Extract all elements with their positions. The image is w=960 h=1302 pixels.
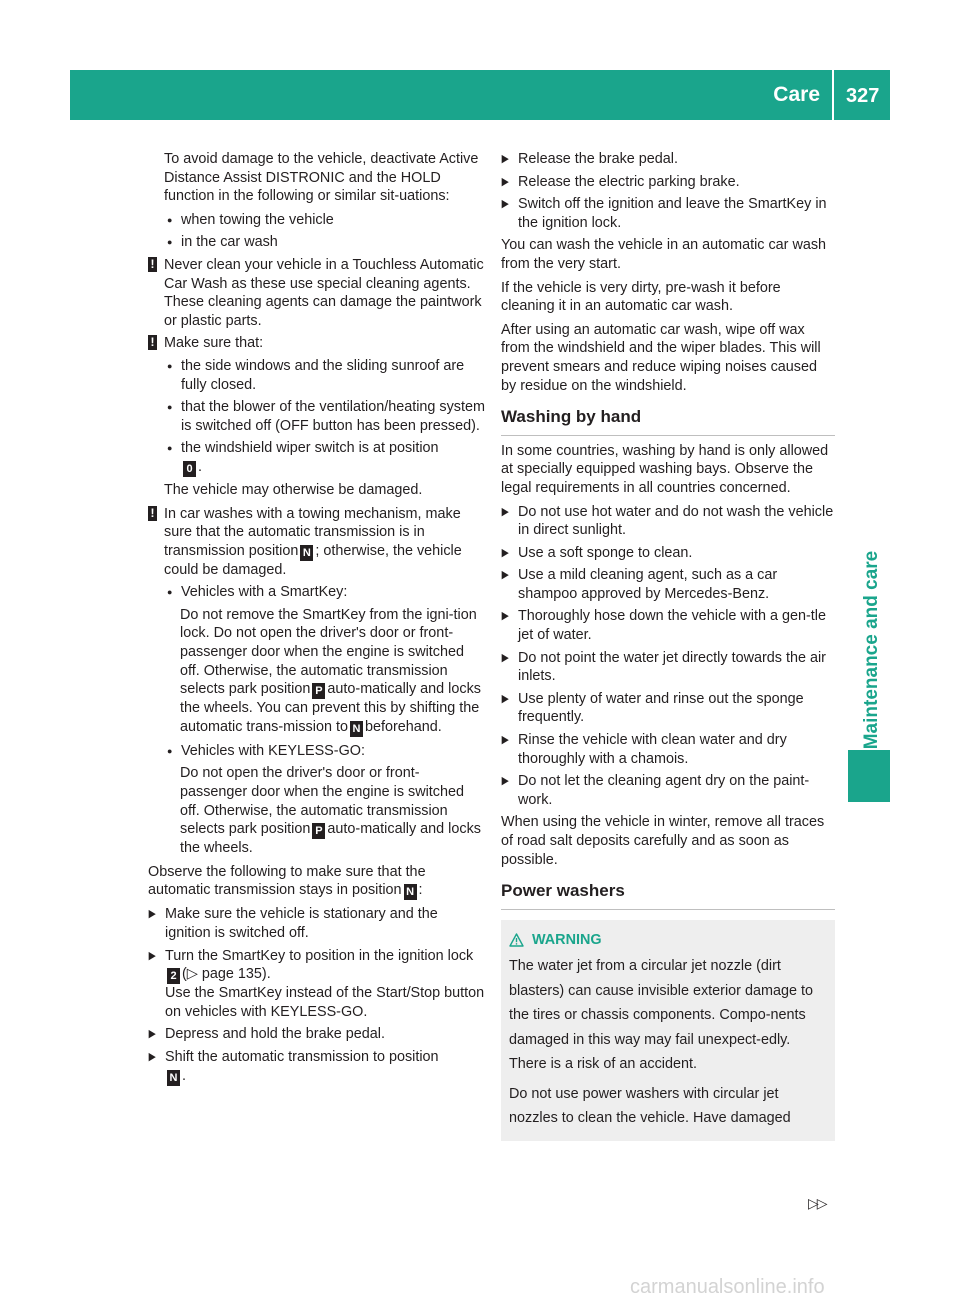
caution-notice: [148, 334, 486, 353]
key-symbol-p: P: [312, 683, 325, 699]
step-item: ▶ Use a soft sponge to clean.: [501, 544, 835, 563]
caution-text: In car washes with a towing mechanism, make sure that the automatic transmission is in transmission position: [164, 505, 461, 559]
caution-text: Make sure that:: [164, 335, 264, 352]
key-symbol-n: N: [167, 1070, 180, 1086]
section-title: Care: [773, 83, 820, 106]
side-tab-marker: [848, 750, 890, 802]
paragraph: When using the vehicle in winter, remove all traces of road salt deposits carefully and as soon as possible.: [501, 814, 825, 868]
paragraph: If the vehicle is very dirty, pre-wash it before cleaning it in an automatic car wash.: [501, 279, 781, 315]
step-item: ▶ Rinse the vehicle with clean water and dry thoroughly with a chamois.: [501, 731, 835, 768]
punctuation: .: [198, 458, 202, 475]
step-text: Turn the SmartKey to position in the ignition lock: [165, 947, 474, 964]
step-item: ▶ Use a mild cleaning agent, such as a car shampoo approved by Mercedes-Benz.: [501, 566, 835, 603]
list-item: ● when towing the vehicle: [164, 211, 486, 230]
step-item: ▶ Depress and hold the brake pedal.: [148, 1025, 486, 1044]
page-ref-arrow-icon: ▷: [186, 966, 198, 983]
list-item: ● the side windows and the sliding sunroof are fully closed.: [164, 357, 486, 394]
observe-paragraph: [148, 863, 486, 901]
intro-paragraph: To avoid damage to the vehicle, deactivate Active Distance Assist DISTRONIC and the HOLD function in the following or similar sit-uations:: [164, 151, 479, 205]
key-symbol-0: 0: [183, 461, 196, 477]
list-item: ● that the blower of the ventilation/heating system is switched off (OFF button has been pressed).: [164, 398, 486, 435]
heading-power-washers: Power washers: [501, 882, 835, 910]
key-symbol-n: N: [300, 545, 313, 561]
list-item: [164, 439, 486, 477]
page-reference: page 135).: [201, 966, 271, 983]
warning-paragraph: Do not use power washers with circular jet nozzles to clean the vehicle. Have damaged: [509, 1085, 791, 1127]
caution-bullet-list: [148, 357, 486, 477]
step-item: ▶ Make sure the vehicle is stationary and the ignition is switched off.: [148, 905, 486, 942]
paragraph-text: auto-matically and locks the wheels.: [180, 821, 481, 857]
caution-text: Never clean your vehicle in a Touchless Automatic Car Wash as these use special cleaning agents. These cleaning agents can damage the paintwork or plastic parts.: [164, 256, 484, 329]
list-item-smartkey: ● Vehicles with a SmartKey:: [164, 583, 486, 602]
watermark: carmanualsonline.info: [630, 1276, 825, 1298]
warning-box: [501, 920, 835, 1141]
step-item: ▶ Switch off the ignition and leave the SmartKey in the ignition lock.: [501, 195, 835, 232]
exclamation-icon: !: [148, 257, 157, 272]
punctuation: .: [182, 1067, 186, 1084]
header-bar: [70, 70, 890, 120]
paragraph-text: Do not open the driver's door or front-passenger door when the engine is switched off. Otherwise, the automatic transmission selects park position: [180, 765, 464, 838]
caution-notice: [148, 505, 486, 580]
warning-title: WARNING: [532, 931, 602, 948]
list-item-keyless-go: ● Vehicles with KEYLESS-GO:: [164, 742, 486, 761]
paragraph-text: Do not remove the SmartKey from the igni-tion lock. Do not open the driver's door or front-passenger door when the engine is switched off. Otherwise, the automatic transmission selects park position: [180, 606, 477, 698]
caution-tail: The vehicle may otherwise be damaged.: [164, 481, 423, 498]
list-item: ● in the car wash: [164, 233, 486, 252]
side-tab-label: Maintenance and care: [861, 550, 882, 750]
keyless-go-paragraph: [180, 764, 486, 857]
warning-triangle-icon: [509, 933, 524, 947]
caution-notice: [148, 256, 486, 330]
page-number: 327: [846, 85, 880, 107]
step-text: (: [182, 966, 187, 983]
left-column: [148, 150, 486, 1090]
key-symbol-p: P: [312, 823, 325, 839]
paragraph-text: auto-matically and locks the wheels. You can prevent this by shifting the automatic trans-mission to: [180, 681, 481, 735]
continue-arrow-icon: ▷▷: [808, 1195, 826, 1211]
step-item: ▶ Do not use hot water and do not wash the vehicle in direct sunlight.: [501, 503, 835, 540]
step-item: ▶ Release the electric parking brake.: [501, 173, 835, 192]
intro-bullet-list: [148, 211, 486, 252]
step-item: [148, 947, 486, 1022]
caution-text: ; otherwise, the vehicle could be damaged.: [164, 542, 462, 578]
smartkey-paragraph: [180, 606, 486, 737]
warning-header: [509, 928, 827, 953]
exclamation-icon: !: [148, 506, 157, 521]
warning-paragraph: The water jet from a circular jet nozzle (dirt blasters) can cause invisible exterior damage to the tires or chassis components. Compo-nents damaged in this way may fail unexpect-edly. There is a risk of an accident.: [509, 958, 813, 1073]
step-item: [148, 1048, 486, 1086]
right-column: [501, 150, 835, 1141]
step-item: ▶ Release the brake pedal.: [501, 150, 835, 169]
paragraph-text: beforehand.: [364, 718, 442, 735]
exclamation-icon: !: [148, 335, 157, 350]
step-text: Use the SmartKey instead of the Start/Stop button on vehicles with KEYLESS-GO.: [165, 985, 485, 1020]
paragraph: You can wash the vehicle in an automatic car wash from the very start.: [501, 237, 827, 272]
paragraph-text: Observe the following to make sure that the automatic transmission stays in position: [148, 863, 426, 899]
step-item: ▶ Thoroughly hose down the vehicle with a gen-tle jet of water.: [501, 607, 835, 644]
paragraph: In some countries, washing by hand is only allowed at specially equipped washing bays. Observe the legal requirements in all countries concerned.: [501, 442, 829, 496]
step-item: ▶ Use plenty of water and rinse out the sponge frequently.: [501, 690, 835, 727]
key-symbol-n: N: [404, 884, 417, 900]
step-text: Shift the automatic transmission to position: [165, 1048, 439, 1065]
header-separator: [832, 70, 834, 120]
list-item-text: the windshield wiper switch is at position: [181, 440, 439, 457]
paragraph: After using an automatic car wash, wipe off wax from the windshield and the wiper blades. This will prevent smears and reduce wiping noises caused by residue on the windshield.: [501, 321, 821, 394]
key-symbol-2: 2: [167, 968, 180, 984]
punctuation: :: [418, 882, 423, 899]
heading-washing-by-hand: Washing by hand: [501, 408, 835, 436]
step-item: ▶ Do not let the cleaning agent dry on the paint-work.: [501, 772, 835, 809]
caution-bullet-list: [148, 583, 486, 858]
step-item: ▶ Do not point the water jet directly towards the air inlets.: [501, 649, 835, 686]
key-symbol-n: N: [350, 721, 363, 737]
